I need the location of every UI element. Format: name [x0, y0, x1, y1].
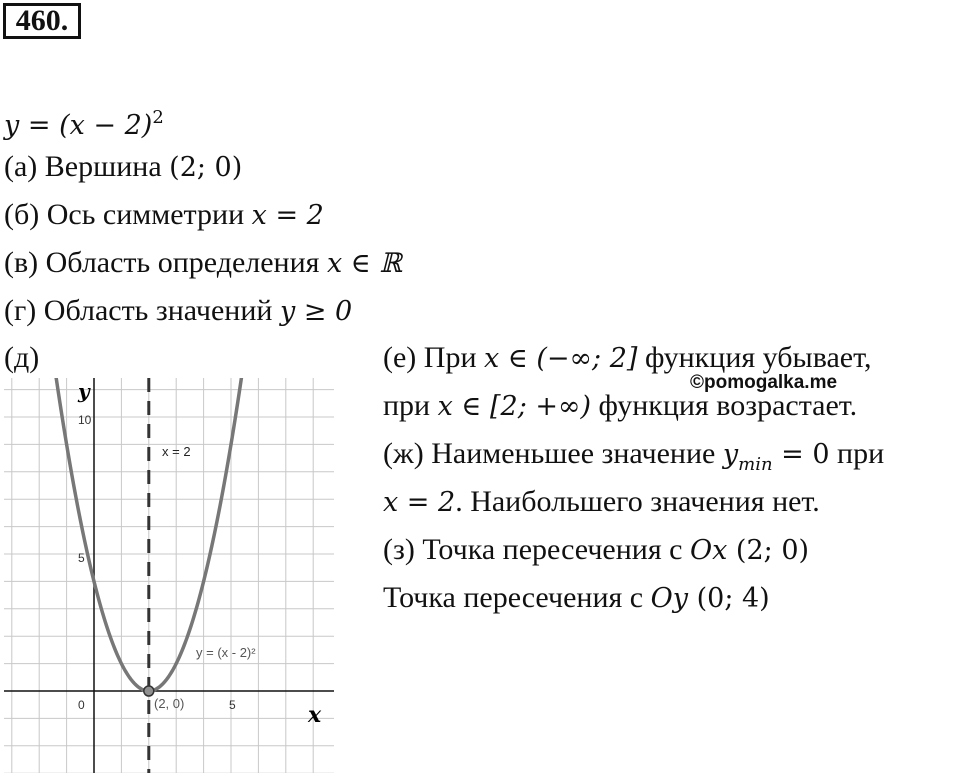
item-max-value: x = 2. Наибольшего значения нет.: [383, 485, 820, 518]
vertex-label: (2, 0): [154, 696, 185, 711]
item-min-value: (ж) Наименьшее значение $y_{min} = 0$ при: [383, 437, 885, 475]
x-axis-label: x: [308, 702, 322, 728]
tick-y-5: 5: [78, 551, 85, 565]
item-decreasing: (е) При x ∈ (−∞; 2] функция убывает,: [383, 341, 872, 374]
y-axis-label: y: [78, 379, 90, 403]
item-increasing: при x ∈ [2; +∞) функция возрастает.: [383, 389, 858, 422]
problem-number: 460.: [3, 3, 81, 39]
tick-y-10: 10: [78, 413, 92, 427]
item-vertex: (а) Вершина (2; 0): [4, 150, 243, 183]
function-equation: $y = (x - 2)^2$: [4, 107, 164, 141]
item-intersection-ox: (з) Точка пересечения с Ox (2; 0): [383, 533, 810, 566]
curve-label: y = (x - 2)²: [196, 645, 256, 660]
vertex-point: [144, 686, 154, 696]
symmetry-line-label: x = 2: [162, 444, 191, 459]
graph-grid: [4, 378, 334, 773]
tick-x-5: 5: [229, 698, 236, 712]
parabola-graph: [4, 378, 334, 773]
item-intersection-oy: Точка пересечения с Oy (0; 4): [383, 581, 770, 614]
item-range: (г) Область значений y ≥ 0: [4, 294, 353, 327]
watermark: ©pomogalka.me: [690, 372, 838, 393]
tick-x-0: 0: [78, 698, 85, 712]
item-domain: (в) Область определения x ∈ ℝ: [4, 246, 402, 279]
item-graph-label: (д): [4, 341, 40, 374]
item-axis-of-symmetry: (б) Ось симметрии x = 2: [4, 198, 324, 231]
